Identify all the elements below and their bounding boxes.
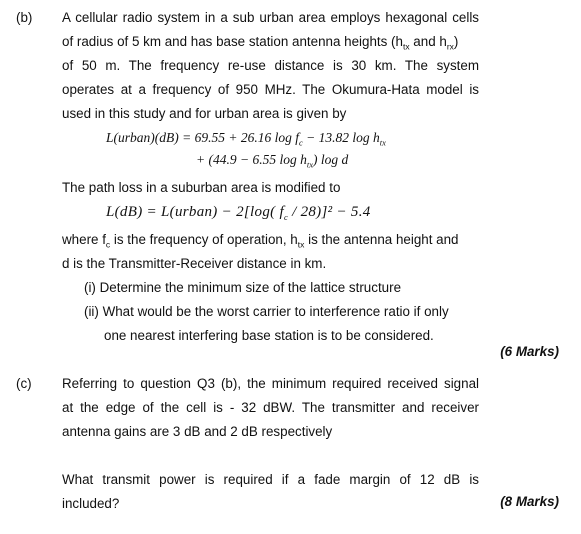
part-b-text-line-5: used in this study and for urban area is given by [62,106,347,121]
part-b-item-ii-line-2: one nearest interfering base station is to be considered. [104,328,434,343]
okumura-hata-equation-line-2: + (44.9 − 6.55 $\log h_{tx}$) log d [196,152,349,170]
part-c-label: (c) [16,376,32,391]
part-b-suburban-intro: The path loss in a suburban area is modified to [62,180,341,195]
okumura-hata-equation-line-1: L(urban)(dB) = 69.55 + 26.16 $\log f_c - 13.82$ $\log h_{tx}$ [106,130,386,148]
part-b-label: (b) [16,10,33,25]
part-b-item-ii-line-1: (ii) What would be the worst carrier to interference ratio if only [84,304,449,319]
part-b-text-line-1: A cellular radio system in a sub urban area employs hexagonal cells [62,10,479,25]
part-c-marks: (8 Marks) [500,494,559,509]
part-b-where-line-2: d is the Transmitter-Receiver distance in km. [62,256,327,271]
part-b-item-i: (i) Determine the minimum size of the lattice structure [84,280,402,295]
part-b-marks: (6 Marks) [500,344,559,359]
part-c-question-line-2: included? [62,496,120,511]
part-c-text-line-2: at the edge of the cell is - 32 dBW. The transmitter and receiver [62,400,479,415]
part-c-text-line-3: antenna gains are 3 dB and 2 dB respectively [62,424,333,439]
part-b-text-line-4: operates at a frequency of 950 MHz. The Okumura-Hata model is [62,82,479,97]
part-b-text-line-3: of 50 m. The frequency re-use distance is 30 km. The system [62,58,479,73]
suburban-path-loss-equation: L(dB) = L(urban) − 2[log( $f_c / 28)]^2 - 5.4$ [106,204,371,222]
part-b-text-line-2: of radius of 5 km and has base station antenna heights ($h_{tx}$ and $h_{rx}$) [62,34,459,52]
part-c-text-line-1: Referring to question Q3 (b), the minimum required received signal [62,376,479,391]
part-b-where-line-1: where $f_c$ is the frequency of operation, $h_{tx}$ is the antenna height and [62,232,459,250]
part-c-question-line-1: What transmit power is required if a fade margin of 12 dB is [62,472,479,487]
